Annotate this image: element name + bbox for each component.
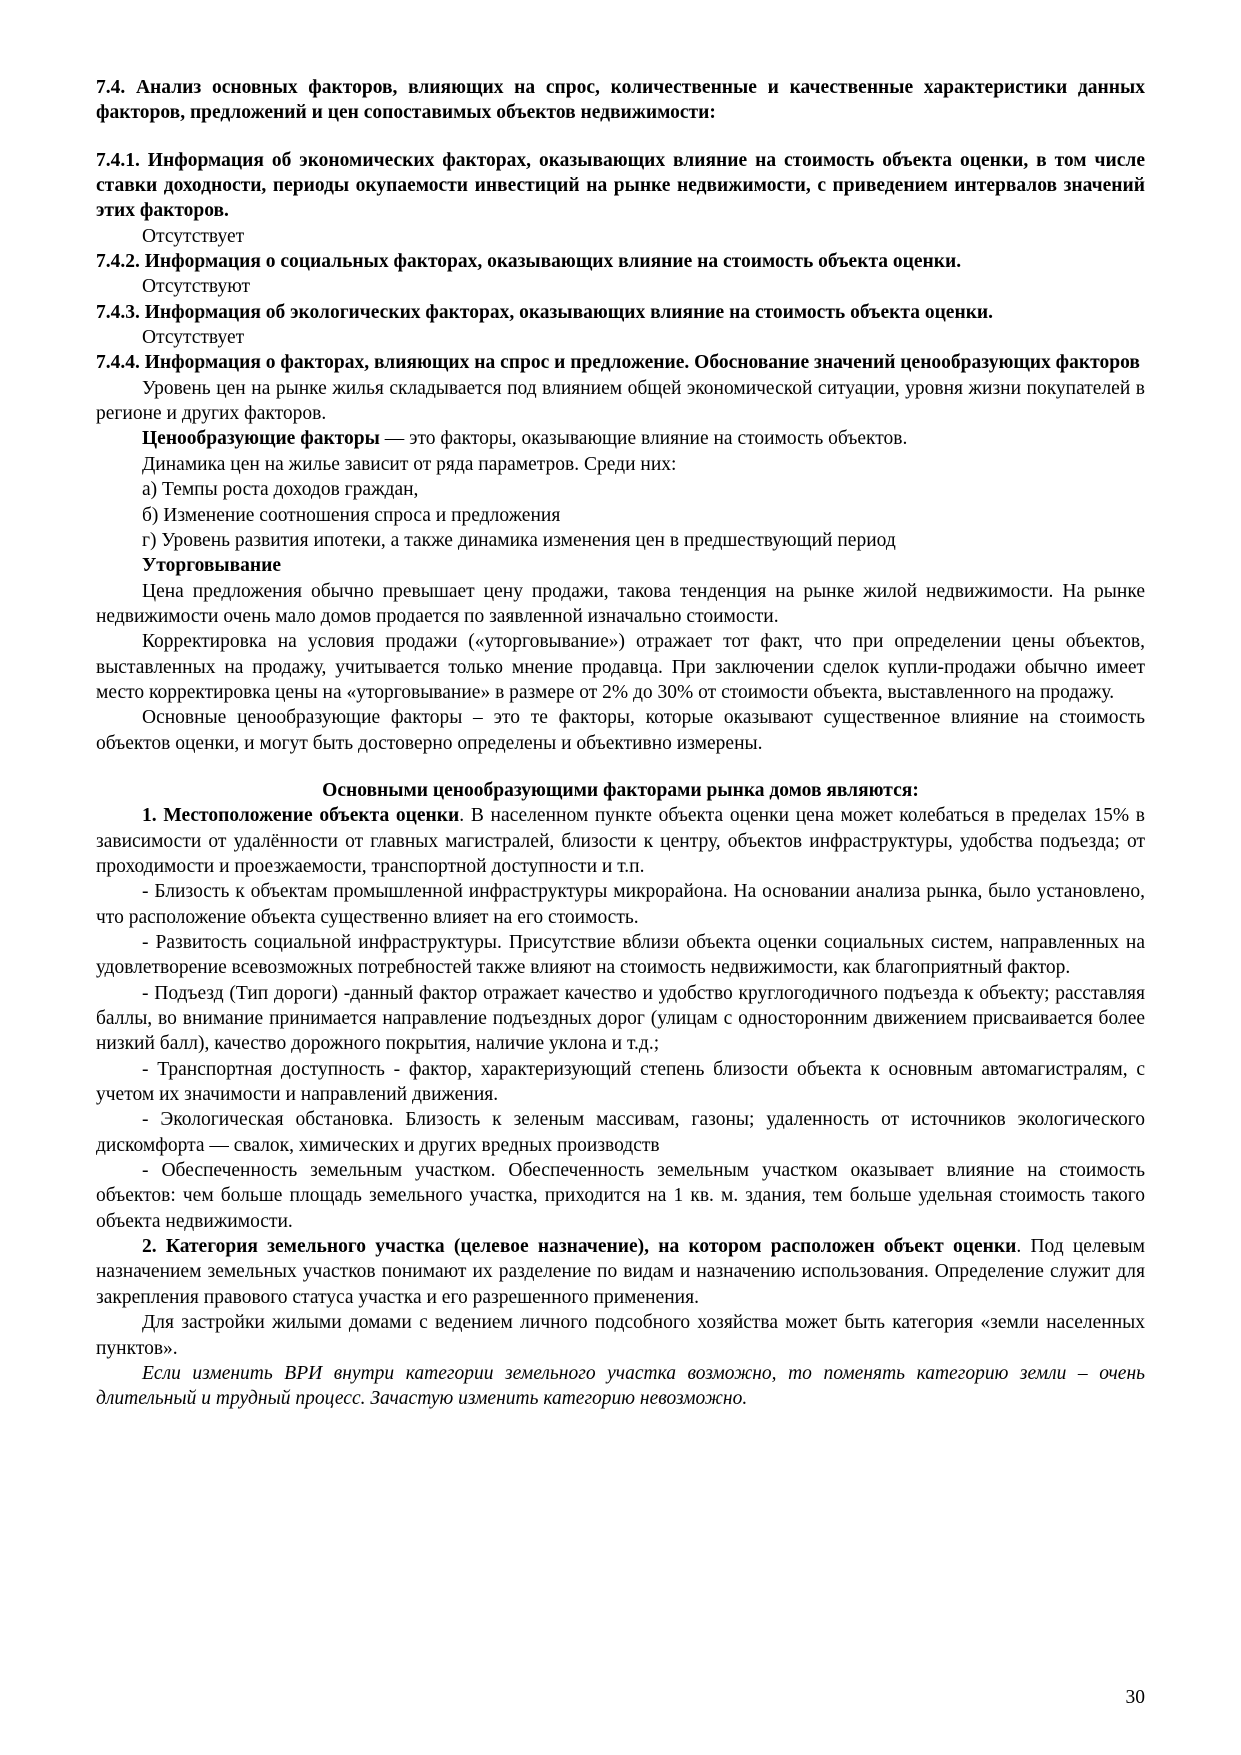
section-7-4-1-heading: 7.4.1. Информация об экономических факторах, оказывающих влияние на стоимость объекта оценки, в том числе ставки доходности, периоды окупаемости инвестиций на рынке недвижимости, с приведением интервалов значений этих факторов.: [96, 149, 1145, 222]
section-7-4-2-heading: 7.4.2. Информация о социальных факторах, оказывающих влияние на стоимость объекта оценки.: [96, 251, 962, 273]
paragraph-vri-note: Если изменить ВРИ внутри категории земельного участка возможно, то поменять категорию земли – очень длительный и трудный процесс. Зачастую изменить категорию невозможно.: [96, 1362, 1145, 1410]
bullet-ecological-situation: - Экологическая обстановка. Близость к зеленым массивам, газоны; удаленность от источников экологического дискомфорта — свалок, химических и других вредных производств: [96, 1109, 1145, 1156]
factor-2-land-category: [96, 1234, 1145, 1310]
paragraph-pricing-factors: [96, 426, 1145, 451]
factor-1-title: 1. Местоположение объекта оценки: [142, 805, 460, 827]
pricing-factors-term: Ценообразующие факторы: [142, 428, 380, 450]
paragraph-price-level: Уровень цен на рынке жилья складывается под влиянием общей экономической ситуации, уровня жизни покупателей в регионе и других факторов.: [96, 377, 1145, 425]
section-7-4-heading: 7.4. Анализ основных факторов, влияющих на спрос, количественные и качественные характеристики данных факторов, предложений и цен сопоставимых объектов недвижимости:: [96, 77, 1145, 124]
section-7-4-4-heading: 7.4.4. Информация о факторах, влияющих на спрос и предложение. Обоснование значений ценообразующих факторов: [96, 352, 1140, 374]
paragraph-residential-development: Для застройки жилыми домами с ведением личного подсобного хозяйства может быть категория «земли населенных пунктов».: [96, 1312, 1145, 1359]
paragraph-main-factors: Основные ценообразующие факторы – это те факторы, которые оказывают существенное влияние на стоимость объектов оценки, и могут быть достоверно определены и объективно измерены.: [96, 707, 1145, 754]
spacer: [96, 756, 1145, 778]
factor-1-location: [96, 803, 1145, 879]
center-heading-main-factors: Основными ценообразующими факторами рынка домов являются:: [322, 779, 919, 801]
pricing-factors-definition: — это факторы, оказывающие влияние на стоимость объектов.: [379, 428, 908, 450]
spacer: [96, 126, 1145, 148]
section-7-4-3-body: Отсутствует: [142, 327, 245, 349]
paragraph-dynamics: Динамика цен на жилье зависит от ряда параметров. Среди них:: [142, 453, 677, 475]
bullet-social-infrastructure: - Развитость социальной инфраструктуры. Присутствие вблизи объекта оценки социальных систем, направленных на удовлетворение всевозможных потребностей также влияют на стоимость недвижимости, как благоприятный фактор.: [96, 932, 1145, 979]
factor-2-text: . Под целевым назначением земельных участков понимают их разделение по видам и назначению использования. Определение служит для закрепления правового статуса участка и его разрешенного применения.: [96, 1236, 1145, 1308]
bullet-industrial-infrastructure: - Близость к объектам промышленной инфраструктуры микрорайона. На основании анализа рынка, было установлено, что расположение объекта существенно влияет на его стоимость.: [96, 881, 1145, 928]
section-7-4-2-body: Отсутствуют: [142, 276, 251, 298]
bullet-transport-accessibility: - Транспортная доступность - фактор, характеризующий степень близости объекта к основным автомагистралям, с учетом их значимости и направлений движения.: [96, 1058, 1145, 1106]
subheading-utorgovyvanie: Уторговывание: [142, 555, 282, 577]
section-7-4-1-body: Отсутствует: [142, 225, 245, 247]
bullet-road-access: - Подъезд (Тип дороги) -данный фактор отражает качество и удобство круглогодичного подъезда к объекту; расставляя баллы, во внимание принимается направление подъездных дорог (улицам с односторонним движением присваивается более низкий балл), качество дорожного покрытия, наличие уклона и т.д.;: [96, 982, 1145, 1055]
list-item-a: а) Темпы роста доходов граждан,: [142, 479, 419, 501]
list-item-b: б) Изменение соотношения спроса и предложения: [142, 504, 561, 526]
factor-2-title: 2. Категория земельного участка (целевое назначение), на котором расположен объект оценки: [142, 1236, 1017, 1258]
paragraph-offer-price: Цена предложения обычно превышает цену продажи, такова тенденция на рынке жилой недвижимости. На рынке недвижимости очень мало домов продается по заявленной изначально стоимости.: [96, 580, 1145, 627]
factor-1-text: . В населенном пункте объекта оценки цена может колебаться в пределах 15% в зависимости от удалённости от главных магистралей, близости к центру, объектов инфраструктуры, удобства подъезда; от проходимости и проезжаемости, транспортной доступности и т.п.: [96, 805, 1146, 877]
list-item-g: г) Уровень развития ипотеки, а также динамика изменения цен в предшествующий период: [142, 529, 896, 551]
bullet-land-plot-provision: - Обеспеченность земельным участком. Обеспеченность земельным участком оказывает влияние на стоимость объектов: чем больше площадь земельного участка, приходится на 1 кв. м. здания, тем больше удельная стоимость такого объекта недвижимости.: [96, 1160, 1145, 1232]
document-body: [96, 75, 1145, 1412]
paragraph-sale-conditions-adjustment: Корректировка на условия продажи («уторговывание») отражает тот факт, что при определении цены объектов, выставленных на продажу, учитывается только мнение продавца. При заключении сделок купли-продажи обычно имеет место корректировка цены на «уторговывание» в размере от 2% до 30% от стоимости объекта, выставленного на продажу.: [96, 631, 1145, 703]
section-7-4-3-heading: 7.4.3. Информация об экологических факторах, оказывающих влияние на стоимость объекта оценки.: [96, 301, 994, 323]
page-number: 30: [1125, 1687, 1145, 1708]
